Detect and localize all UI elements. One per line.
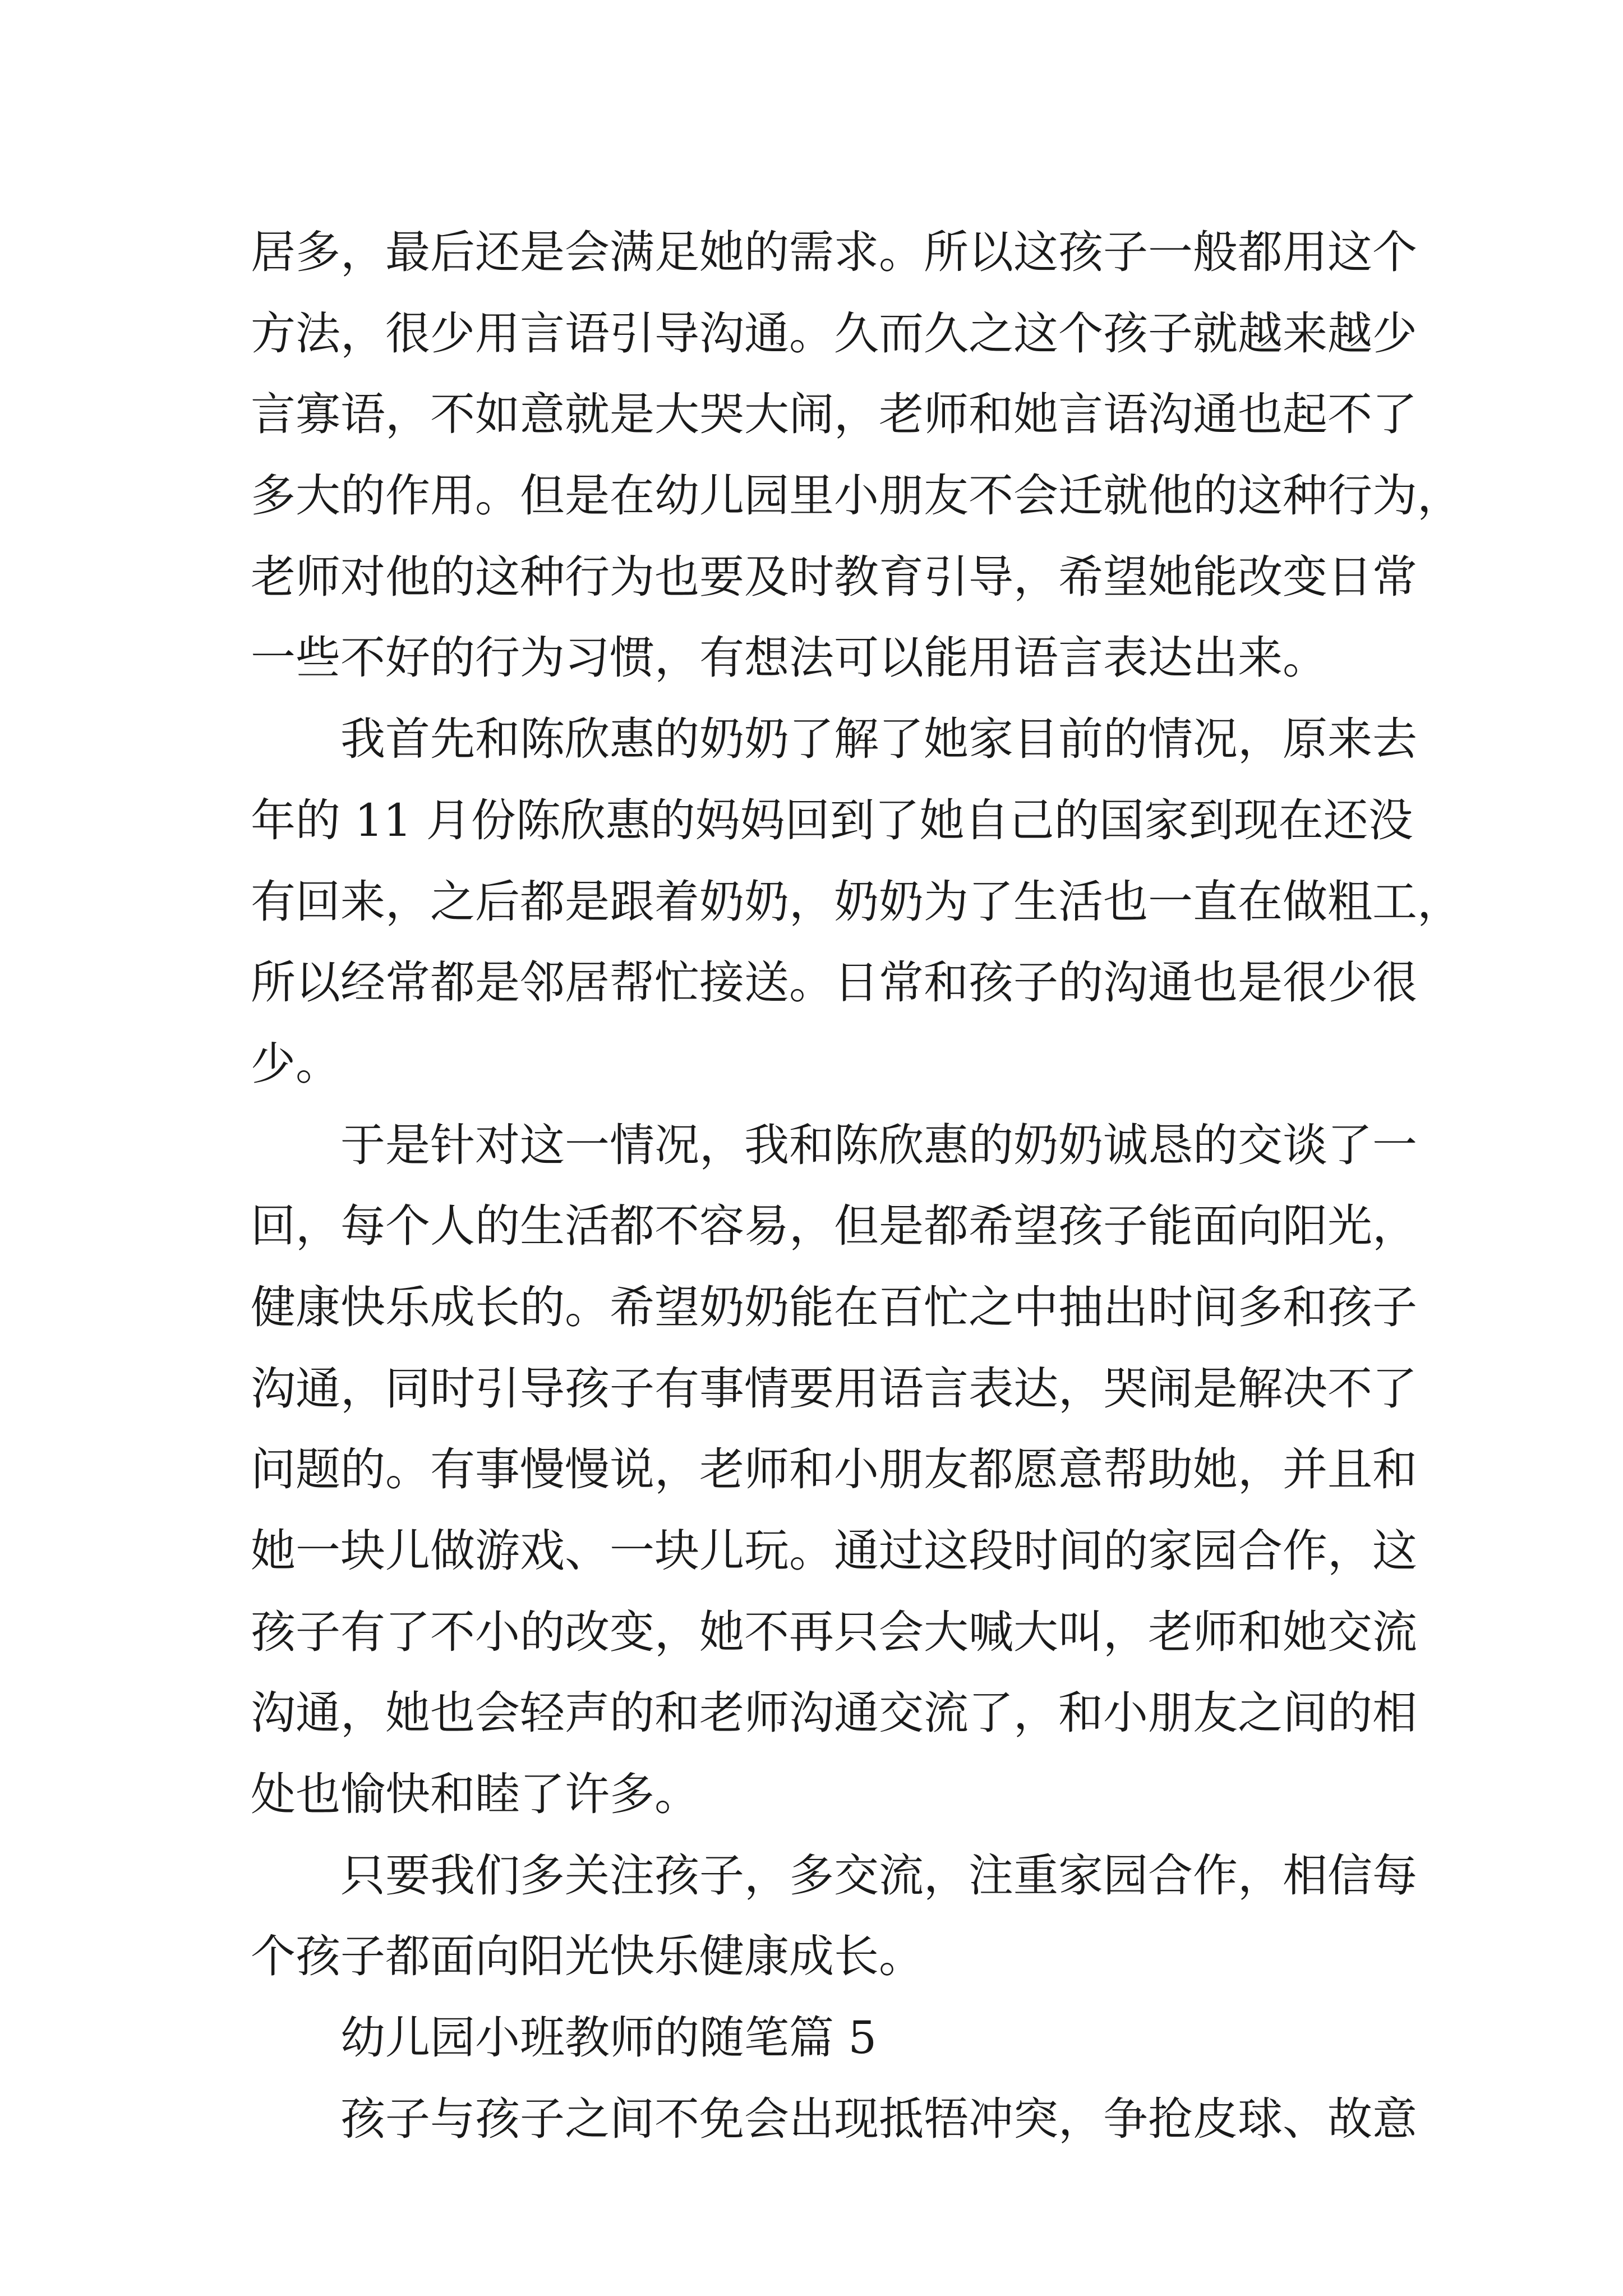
text-line: 方法，很少用言语引导沟通。久而久之这个孩子就越来越少 <box>251 307 1417 360</box>
text-line: 一些不好的行为习惯，有想法可以能用语言表达出来。 <box>251 632 1327 684</box>
text-line: 沟通，同时引导孩子有事情要用语言表达，哭闹是解决不了 <box>251 1362 1417 1415</box>
text-line: 所以经常都是邻居帮忙接送。日常和孩子的沟通也是很少很 <box>251 956 1417 1009</box>
paragraph-first-line: 孩子与孩子之间不免会出现抵牾冲突，争抢皮球、故意 <box>340 2092 1417 2145</box>
section-heading: 幼儿园小班教师的随笔篇 5 <box>340 2012 877 2064</box>
text-line: 沟通，她也会轻声的和老师沟通交流了，和小朋友之间的相 <box>251 1687 1417 1740</box>
text-line: 健康快乐成长的。希望奶奶能在百忙之中抽出时间多和孩子 <box>251 1281 1417 1333</box>
paragraph-first-line: 于是针对这一情况，我和陈欣惠的奶奶诚恳的交谈了一 <box>340 1119 1417 1171</box>
text-line: 多大的作用。但是在幼儿园里小朋友不会迁就他的这种行为， <box>251 470 1462 522</box>
body-text <box>251 212 1462 2160</box>
text-line: 居多，最后还是会满足她的需求。所以这孩子一般都用这个 <box>251 226 1417 278</box>
text-line: 老师对他的这种行为也要及时教育引导，希望她能改变日常 <box>251 550 1417 603</box>
paragraph-first-line: 只要我们多关注孩子，多交流，注重家园合作，相信每 <box>340 1849 1417 1902</box>
text-line: 回，每个人的生活都不容易，但是都希望孩子能面向阳光， <box>251 1200 1417 1253</box>
text-line: 个孩子都面向阳光快乐健康成长。 <box>251 1930 924 1983</box>
text-line: 少。 <box>251 1037 340 1090</box>
text-line: 言寡语，不如意就是大哭大闹，老师和她言语沟通也起不了 <box>251 388 1417 441</box>
paragraph-first-line: 我首先和陈欣惠的奶奶了解了她家目前的情况，原来去 <box>340 713 1417 766</box>
text-line: 孩子有了不小的改变，她不再只会大喊大叫，老师和她交流 <box>251 1605 1417 1658</box>
text-line: 问题的。有事慢慢说，老师和小朋友都愿意帮助她，并且和 <box>251 1443 1417 1496</box>
text-line: 年的 11 月份陈欣惠的妈妈回到了她自己的国家到现在还没 <box>251 794 1413 846</box>
text-line: 她一块儿做游戏、一块儿玩。通过这段时间的家园合作，这 <box>251 1525 1417 1577</box>
text-line: 处也愉快和睦了许多。 <box>251 1768 699 1821</box>
text-line: 有回来，之后都是跟着奶奶，奶奶为了生活也一直在做粗工， <box>251 875 1462 928</box>
